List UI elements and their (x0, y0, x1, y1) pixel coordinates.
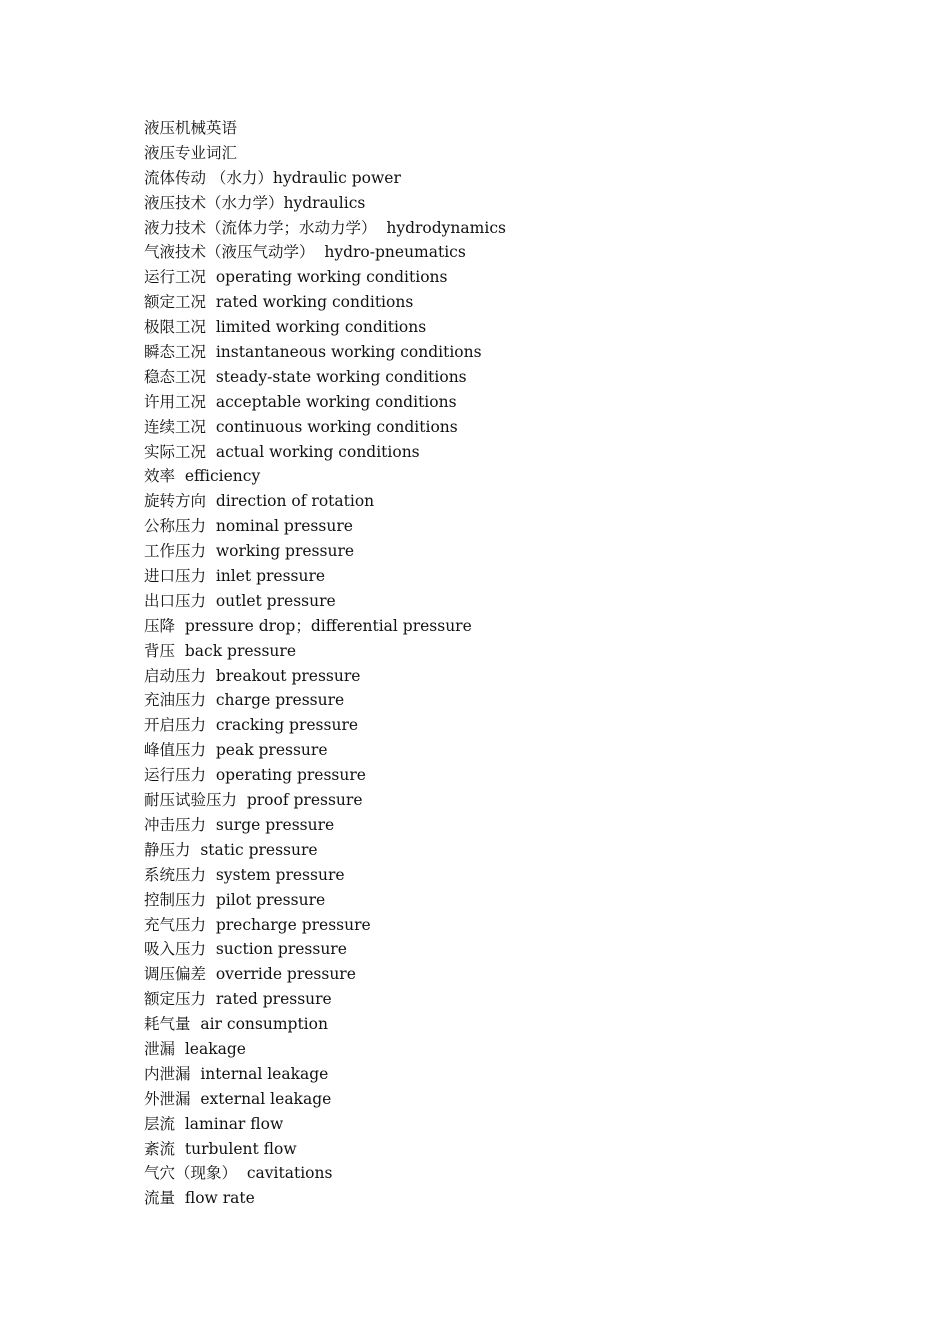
glossary-entry: 调压偏差 override pressure (144, 965, 356, 984)
glossary-entry: 液力技术（流体力学；水动力学） hydrodynamics (144, 218, 506, 237)
glossary-entry: 稳态工况 steady-state working conditions (144, 367, 467, 386)
glossary-entry: 气液技术（液压气动学） hydro-pneumatics (144, 243, 466, 262)
section-heading: 液压专业词汇 (144, 143, 238, 162)
glossary-entry: 液压技术（水力学）hydraulics (144, 193, 366, 212)
glossary-entry: 充油压力 charge pressure (144, 691, 345, 710)
glossary-entry: 系统压力 system pressure (144, 865, 345, 884)
glossary-entry: 额定工况 rated working conditions (144, 293, 414, 312)
glossary-entry: 流体传动 （水力）hydraulic power (144, 168, 401, 187)
glossary-entry: 压降 pressure drop；differential pressure (144, 616, 472, 635)
glossary-entry: 开启压力 cracking pressure (144, 716, 359, 735)
glossary-entry: 极限工况 limited working conditions (144, 318, 427, 337)
glossary-entry: 瞬态工况 instantaneous working conditions (144, 343, 482, 362)
glossary-entry: 气穴（现象） cavitations (144, 1164, 333, 1183)
document-title: 液压机械英语 (144, 119, 238, 137)
glossary-entry: 吸入压力 suction pressure (144, 940, 347, 959)
glossary-entry: 公称压力 nominal pressure (144, 517, 353, 536)
glossary-entry: 层流 laminar flow (144, 1114, 284, 1133)
glossary-entry: 实际工况 actual working conditions (144, 442, 420, 461)
glossary-entry: 外泄漏 external leakage (144, 1089, 332, 1108)
glossary-entry: 启动压力 breakout pressure (144, 666, 361, 685)
glossary-entry: 内泄漏 internal leakage (144, 1064, 329, 1083)
glossary-entry: 效率 efficiency (144, 467, 261, 486)
glossary-entry: 泄漏 leakage (144, 1039, 246, 1058)
glossary-entry: 流量 flow rate (144, 1189, 255, 1208)
glossary-entry: 许用工况 acceptable working conditions (144, 392, 457, 411)
glossary-entry: 旋转方向 direction of rotation (144, 492, 375, 511)
glossary-entry: 额定压力 rated pressure (144, 990, 332, 1009)
glossary-entry: 冲击压力 surge pressure (144, 815, 335, 834)
glossary-entry: 紊流 turbulent flow (144, 1139, 297, 1158)
glossary-entry: 背压 back pressure (144, 641, 296, 660)
glossary-entry: 充气压力 precharge pressure (144, 915, 371, 934)
glossary-entry: 工作压力 working pressure (144, 542, 355, 561)
glossary-entry: 出口压力 outlet pressure (144, 591, 336, 610)
glossary-entry: 耗气量 air consumption (144, 1015, 328, 1034)
glossary-entry: 连续工况 continuous working conditions (144, 417, 458, 436)
glossary-entry: 耐压试验压力 proof pressure (144, 791, 363, 810)
document-body (144, 116, 864, 1211)
glossary-entry: 运行压力 operating pressure (144, 766, 366, 785)
glossary-entry: 静压力 static pressure (144, 840, 318, 859)
glossary-entry: 控制压力 pilot pressure (144, 890, 326, 909)
glossary-entry: 峰值压力 peak pressure (144, 741, 328, 760)
glossary-entry: 进口压力 inlet pressure (144, 567, 326, 586)
glossary-entry: 运行工况 operating working conditions (144, 268, 448, 287)
